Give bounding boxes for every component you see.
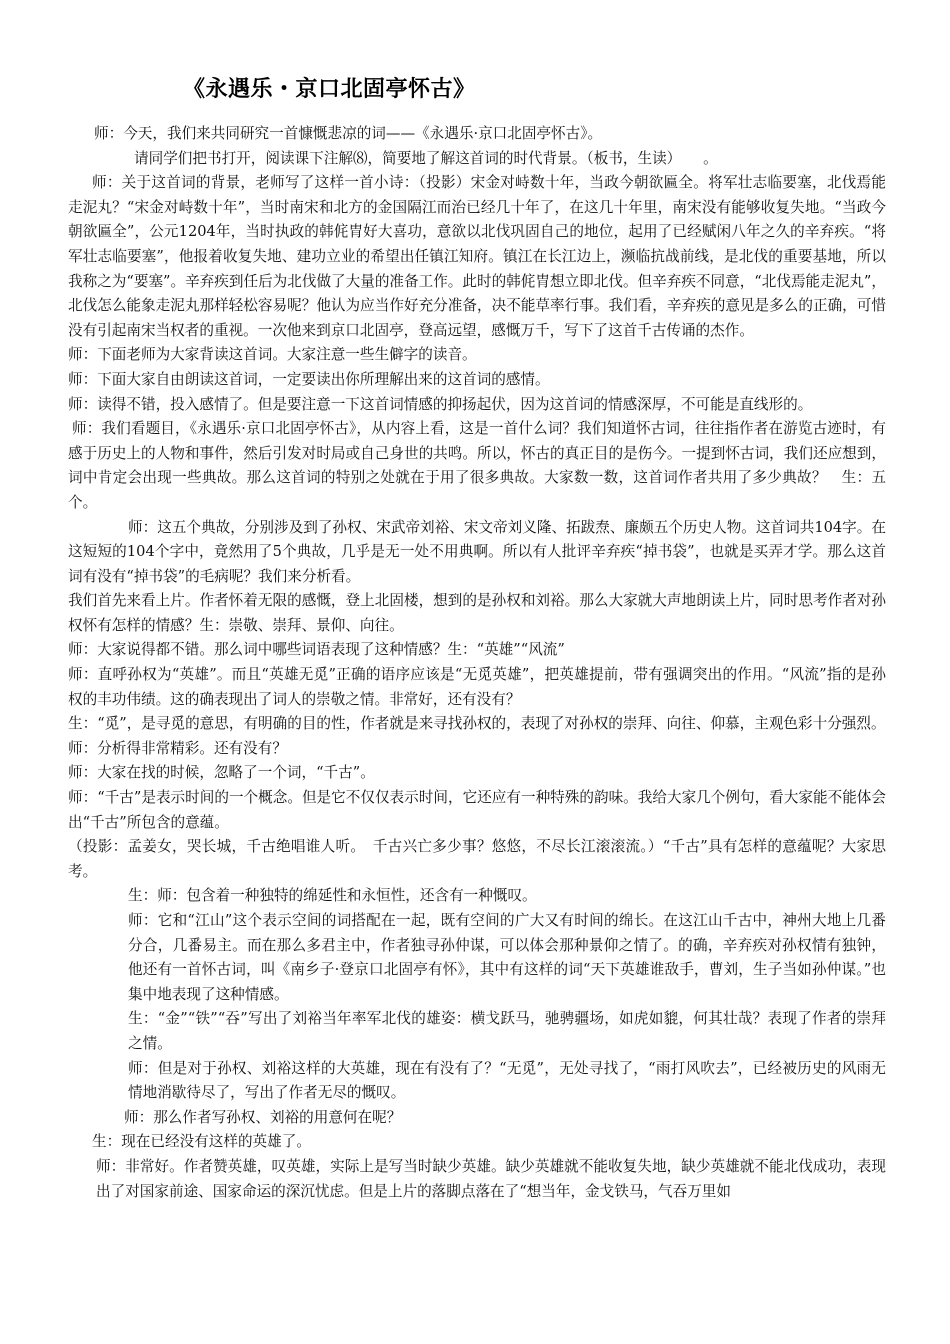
paragraph: 师：下面老师为大家背读这首词。大家注意一些生僻字的读音。 [68, 346, 477, 364]
paragraph: 师：大家说得都不错。那么词中哪些词语表现了这种情感？生：“英雄”“风流” [68, 641, 565, 659]
paragraph: 我们首先来看上片。作者怀着无限的感慨，登上北固楼，想到的是孙权和刘裕。那么大家就大声地朗读上片，同时思考作者对孙权怀有怎样的情感？生：崇敬、崇拜、景仰、向往。 [68, 592, 886, 634]
paragraph: 师：分析得非常精彩。还有没有？ [68, 739, 287, 757]
document-title: 《永遇乐・京口北固亭怀古》 [183, 77, 476, 102]
paragraph: 师：直呼孙权为“英雄”。而且“英雄无觅”正确的语序应该是“无觅英雄”，把英雄提前，带有强调突出的作用。“风流”指的是孙权的丰功伟绩。这的确表现出了词人的崇敬之情。非常好，还有没有？ [68, 666, 886, 708]
paragraph: 师：这五个典故，分别涉及到了孙权、宋武帝刘裕、宋文帝刘义隆、拓跋焘、廉颇五个历史人物。这首词共104字。在这短短的104个字中，竟然用了5个典故，几乎是无一处不用典啊。所以有人批评辛弃疾“掉书袋”，也就是买弄才学。那么这首词有没有“掉书袋”的毛病呢？我们来分析看。 [68, 518, 886, 585]
paragraph: （投影：孟姜女，哭长城，千古绝唱谁人听。 千古兴亡多少事？悠悠，不尽长江滚滚流。）“千古”具有怎样的意蕴呢？大家思考。 [68, 838, 886, 880]
document-body [68, 122, 886, 1204]
paragraph: 师：但是对于孙权、刘裕这样的大英雄，现在有没有了？“无觅”，无处寻找了，“雨打风吹去”，已经被历史的风雨无情地消歇待尽了，写出了作者无尽的慨叹。 [128, 1059, 886, 1102]
paragraph: 生：现在已经没有这样的英雄了。 [92, 1133, 311, 1151]
paragraph: 师：下面大家自由朗读这首词，一定要读出你所理解出来的这首词的感情。 [68, 370, 550, 388]
paragraph: 师：“千古”是表示时间的一个概念。但是它不仅仅表示时间，它还应有一种特殊的韵味。我给大家几个例句，看大家能不能体会出“千古”所包含的意蕴。 [68, 789, 886, 831]
paragraph: 师：今天，我们来共同研究一首慷慨悲凉的词——《永遇乐·京口北固亭怀古》。 [94, 125, 603, 142]
paragraph: 生：“觅”，是寻觅的意思，有明确的目的性，作者就是来寻找孙权的，表现了对孙权的崇拜、向往、仰慕，主观色彩十分强烈。 [68, 715, 886, 733]
paragraph: 师：读得不错，投入感情了。但是要注意一下这首词情感的抑扬起伏，因为这首词的情感深厚，不可能是直线形的。 [68, 395, 813, 413]
paragraph: 生：师：包含着一种独特的绵延性和永恒性，还含有一种慨叹。 [128, 887, 537, 905]
paragraph: 师：它和“江山”这个表示空间的词搭配在一起，既有空间的广大又有时间的绵长。在这江山千古中，神州大地上几番分合，几番易主。而在那么多君主中，作者独寻孙仲谋，可以体会那种景仰之情了。的确，辛弃疾对孙权情有独钟，他还有一首怀古词，叫《南乡子·登京口北固亭有怀》，其中有这样的词“天下英雄谁敌手，曹刘，生子当如孙仲谋。”也集中地表现了这种情感。 [128, 912, 886, 1003]
paragraph: 生：“金”“铁”“吞”写出了刘裕当年率军北伐的雄姿：横戈跃马，驰骋疆场，如虎如貔，何其壮哉？表现了作者的崇拜之情。 [128, 1010, 886, 1052]
paragraph: 师：我们看题目，《永遇乐·京口北固亭怀古》，从内容上看，这是一首什么词？我们知道怀古词，往往指作者在游览古迹时，有感于历史上的人物和事件，然后引发对时局或自己身世的共鸣。所以，怀古的真正目的是伤今。一提到怀古词，我们还应想到，词中肯定会出现一些典故。那么这首词的特别之处就在于用了很多典故。大家数一数，这首词作者共用了多少典故？ 生：五个。 [68, 420, 886, 511]
paragraph: 师：大家在找的时候，忽略了一个词，“千古”。 [68, 764, 375, 782]
paragraph: 师：那么作者写孙权、刘裕的用意何在呢？ [124, 1108, 402, 1126]
paragraph: 请同学们把书打开，阅读课下注解⑻，简要地了解这首词的时代背景。（板书，生读） 。 [134, 149, 718, 167]
paragraph: 师：关于这首词的背景，老师写了这样一首小诗：（投影）宋金对峙数十年，当政今朝欲匾全。将军壮志临要塞，北伐焉能走泥丸？“宋金对峙数十年”，当时南宋和北方的金国隔江而治已经几十年了，在这几十年里，南宋没有能够收复失地。“当政今朝欲匾全”，公元1204年，当时执政的韩侂胄好大喜功，意欲以北伐巩固自己的地位，起用了已经赋闲八年之久的辛弃疾。“将军壮志临要塞”，他报着收复失地、建功立业的希望出任镇江知府。镇江在长江边上，濒临抗战前线，是北伐的重要基地，所以我称之为“要塞”。辛弃疾到任后为北伐做了大量的准备工作。此时的韩侂胄想立即北伐。但辛弃疾不同意，“北伐焉能走泥丸”，北伐怎么能象走泥丸那样轻松容易呢？他认为应当作好充分准备，决不能草率行事。我们看，辛弃疾的意见是多么的正确，可惜没有引起南宋当权者的重视。一次他来到京口北固亭，登高远望，感慨万千，写下了这首千古传诵的杰作。 [68, 174, 886, 339]
paragraph: 师：非常好。作者赞英雄，叹英雄，实际上是写当时缺少英雄。缺少英雄就不能收复失地，缺少英雄就不能北伐成功，表现出了对国家前途、国家命运的深沉忧虑。但是上片的落脚点落在了“想当年，金戈铁马，气吞万里如 [96, 1157, 886, 1200]
